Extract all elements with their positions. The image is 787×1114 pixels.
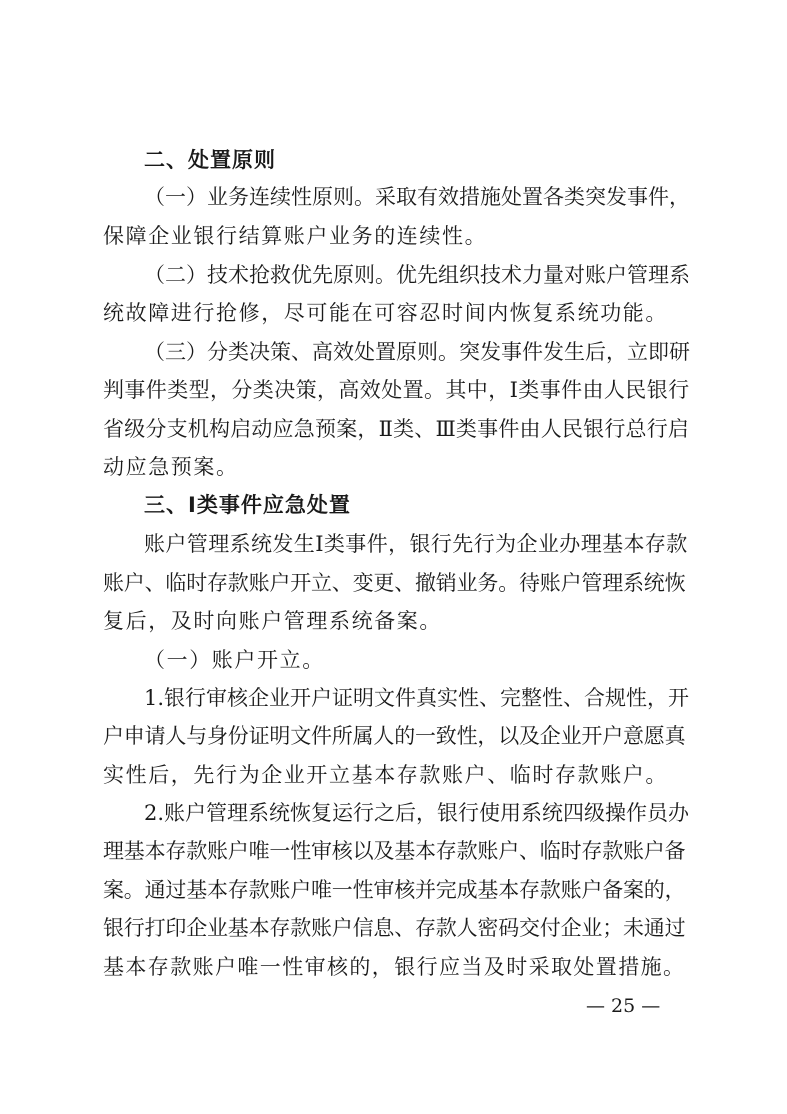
page-number: — 25 — (586, 995, 661, 1017)
section-heading-principles: 二、处置原则 (144, 148, 276, 172)
paragraph-line: 银行打印企业基本存款账户信息、存款人密码交付企业；未通过 (103, 916, 686, 940)
paragraph-line: 判事件类型，分类决策，高效处置。其中，Ⅰ类事件由人民银行 (103, 378, 690, 402)
paragraph-line: 复后，及时向账户管理系统备案。 (103, 609, 442, 633)
paragraph-line: 账户、临时存款账户开立、变更、撤销业务。待账户管理系统恢 (103, 571, 686, 595)
paragraph-line: 保障企业银行结算账户业务的连续性。 (103, 224, 488, 248)
paragraph-line: 2.账户管理系统恢复运行之后，银行使用系统四级操作员办 (144, 801, 690, 825)
paragraph-line: （一）业务连续性原则。采取有效措施处置各类突发事件， (144, 185, 690, 209)
paragraph-line: 账户管理系统发生Ⅰ类事件，银行先行为企业办理基本存款 (144, 532, 688, 556)
paragraph-line: 省级分支机构启动应急预案，Ⅱ类、Ⅲ类事件由人民银行总行启 (103, 417, 690, 441)
subsection-heading-account-opening: （一）账户开立。 (144, 648, 325, 672)
paragraph-line: 统故障进行抢修，尽可能在可容忍时间内恢复系统功能。 (103, 301, 668, 325)
section-heading-class-one: 三、Ⅰ类事件应急处置 (144, 493, 351, 517)
paragraph-line: 理基本存款账户唯一性审核以及基本存款账户、临时存款账户备 (103, 839, 686, 863)
paragraph-line: （三）分类决策、高效处置原则。突发事件发生后，立即研 (144, 340, 690, 364)
paragraph-line: （二）技术抢救优先原则。优先组织技术力量对账户管理系 (144, 263, 690, 287)
paragraph-line: 案。通过基本存款账户唯一性审核并完成基本存款账户备案的， (103, 878, 686, 902)
paragraph-line: 1.银行审核企业开户证明文件真实性、完整性、合规性，开 (144, 686, 690, 710)
paragraph-line: 动应急预案。 (103, 455, 239, 479)
paragraph-line: 实性后，先行为企业开立基本存款账户、临时存款账户。 (103, 763, 668, 787)
paragraph-line: 户申请人与身份证明文件所属人的一致性，以及企业开户意愿真 (103, 724, 686, 748)
paragraph-line: 基本存款账户唯一性审核的，银行应当及时采取处置措施。 (103, 955, 686, 979)
